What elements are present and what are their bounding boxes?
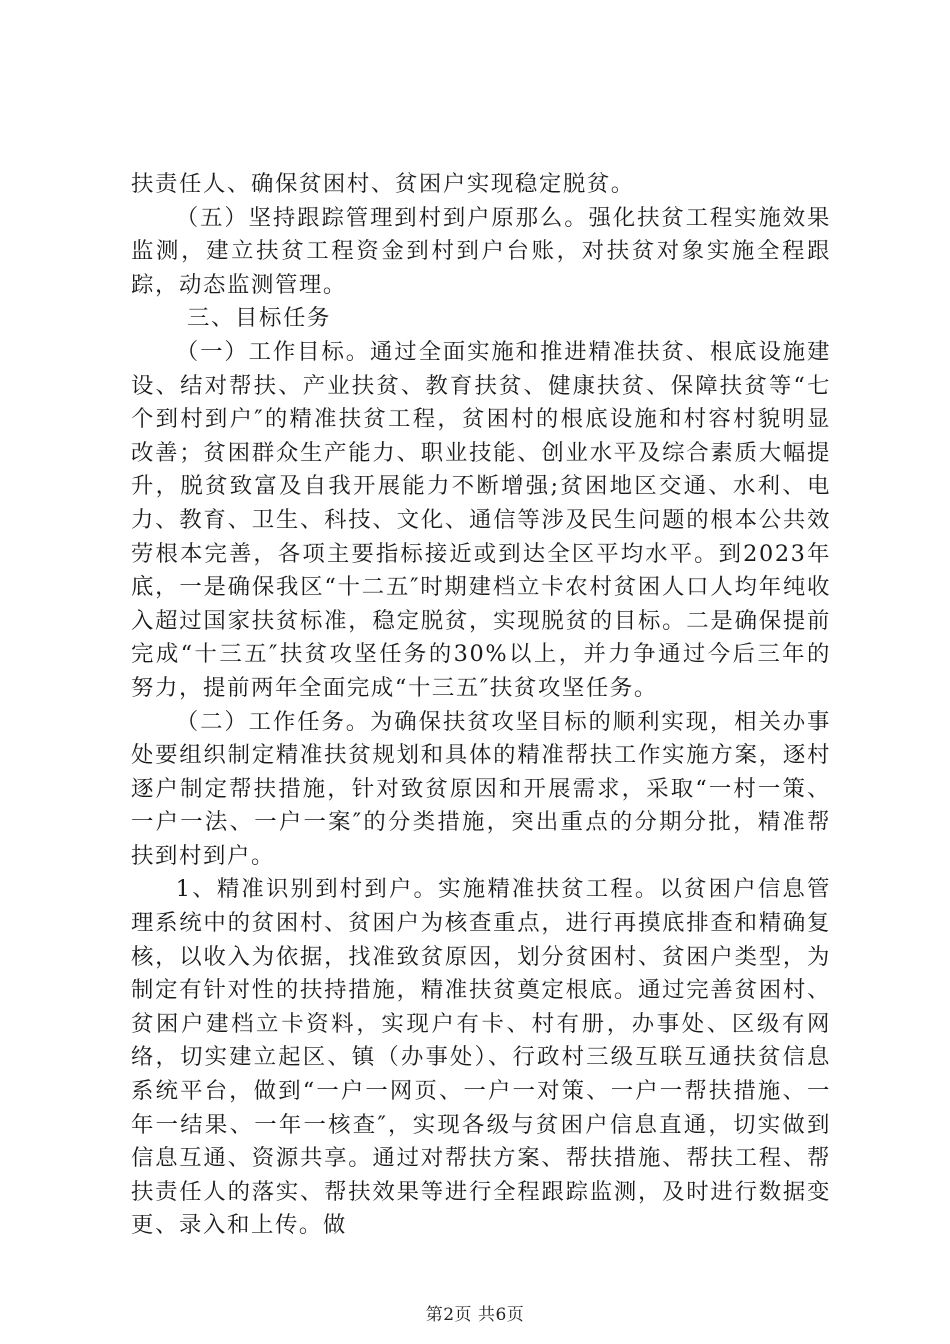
- paragraph-work-goals: （一）工作目标。通过全面实施和推进精准扶贫、根底设施建设、结对帮扶、产业扶贫、教育扶贫、健康扶贫、保障扶贫等“七个到村到户″的精准扶贫工程，贫困村的根底设施和村容村貌明显改善；贫困群众生产能力、职业技能、创业水平及综合素质大幅提升，脱贫致富及自我开展能力不断增强;贫困地区交通、水利、电力、教育、卫生、科技、文化、通信等涉及民生问题的根本公共效劳根本完善，各项主要指标接近或到达全区平均水平。到2023年底，一是确保我区“十二五″时期建档立卡农村贫困人口人均年纯收入超过国家扶贫标准，稳定脱贫，实现脱贫的目标。二是确保提前完成“十三五″扶贫攻坚任务的30%以上，并力争通过今后三年的努力，提前两年全面完成“十三五″扶贫攻坚任务。: [131, 338, 831, 701]
- paragraph-continuation: 扶责任人、确保贫困村、贫困户实现稳定脱贫。: [131, 171, 635, 197]
- paragraph-precise-identification: 1、精准识别到村到户。实施精准扶贫工程。以贫困户信息管理系统中的贫困村、贫困户为核查重点，进行再摸底排查和精确复核，以收入为依据，找准致贫原因，划分贫困村、贫困户类型，为制定有针对性的扶持措施，精准扶贫奠定根底。通过完善贫困村、贫困户建档立卡资料，实现户有卡、村有册，办事处、区级有网络，切实建立起区、镇（办事处）、行政村三级互联互通扶贫信息系统平台，做到“一户一网页、一户一对策、一户一帮扶措施、一年一结果、一年一核查″，实现各级与贫困户信息直通，切实做到信息互通、资源共享。通过对帮扶方案、帮扶措施、帮扶工程、帮扶责任人的落实、帮扶效果等进行全程跟踪监测，及时进行数据变更、录入和上传。做: [131, 876, 831, 1239]
- document-body: [131, 168, 831, 1243]
- page-footer: 第2页 共6页: [425, 1305, 525, 1325]
- paragraph-work-tasks: （二）工作任务。为确保扶贫攻坚目标的顺利实现，相关办事处要组织制定精准扶贫规划和具体的精准帮扶工作实施方案，逐村逐户制定帮扶措施，针对致贫原因和开展需求，采取“一村一策、一户一法、一户一案″的分类措施，突出重点的分期分批，精准帮扶到村到户。: [131, 708, 831, 869]
- section-heading-goals: 三、目标任务: [187, 305, 331, 332]
- paragraph-principle-five: （五）坚持跟踪管理到村到户原那么。强化扶贫工程实施效果监测，建立扶贫工程资金到村到户台账，对扶贫对象实施全程跟踪，动态监测管理。: [131, 204, 831, 298]
